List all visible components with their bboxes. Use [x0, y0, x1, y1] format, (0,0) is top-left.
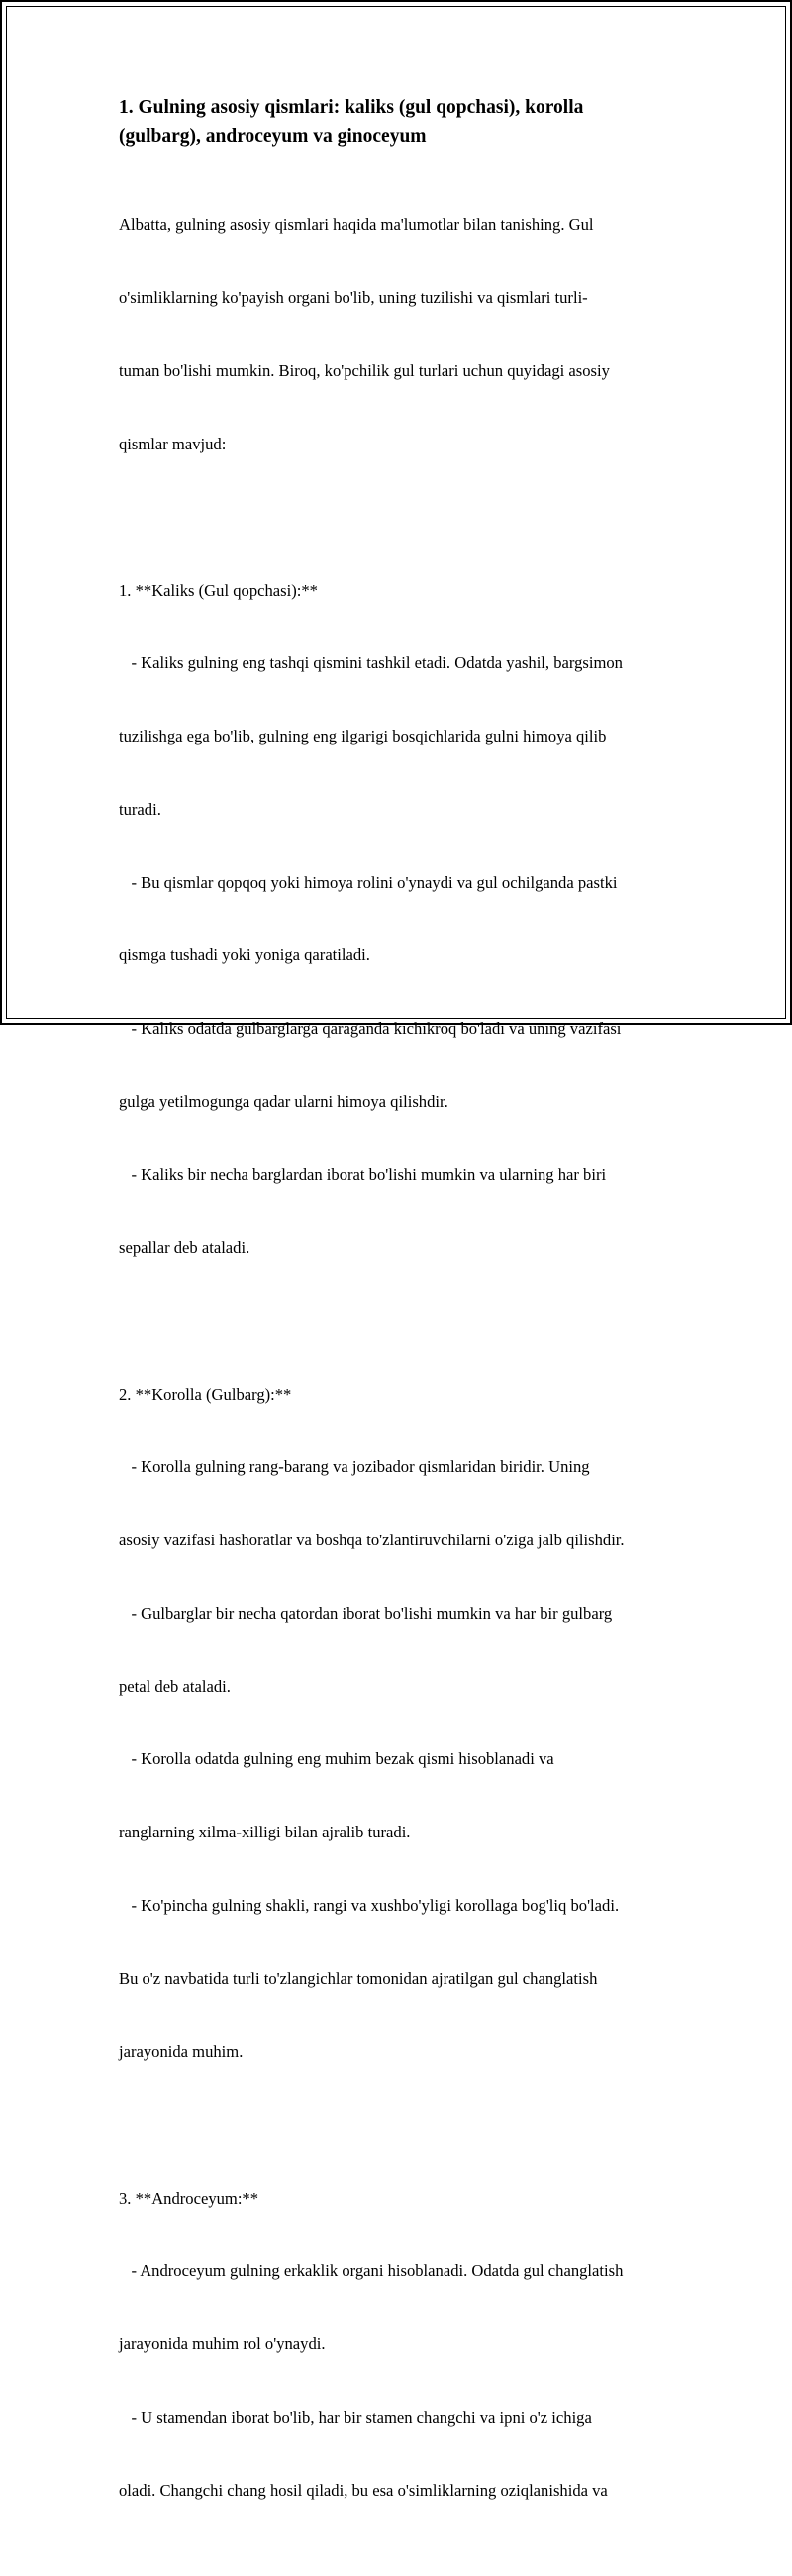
text-line: oladi. Changchi chang hosil qiladi, bu esa o'simliklarning oziqlanishida va [119, 2480, 608, 2500]
section-heading: 3. **Androceyum:** [119, 2188, 259, 2208]
text-line: - Kaliks bir necha barglardan iborat bo'lishi mumkin va ularning har biri [119, 1164, 607, 1184]
section-kaliks [119, 530, 683, 1309]
title-line: (gulbarg), androceyum va ginoceyum [119, 126, 427, 147]
text-line: - Kaliks gulning eng tashqi qismini tashkil etadi. Odatda yashil, bargsimon [119, 653, 623, 673]
text-line: asosiy vazifasi hashoratlar va boshqa to'zlantiruvchilarni o'ziga jalb qilishdir. [119, 1531, 625, 1550]
section-heading: 1. **Kaliks (Gul qopchasi):** [119, 580, 318, 600]
text-line: - Bu qismlar qopqoq yoki himoya rolini o'ynaydi va gul ochilganda pastki [119, 872, 618, 892]
title-line: 1. Gulning asosiy qismlari: kaliks (gul qopchasi), korolla [119, 97, 584, 118]
text-line: Albatta, gulning asosiy qismlari haqida ma'lumotlar bilan tanishing. Gul [119, 215, 594, 235]
text-line: - Ko'pincha gulning shakli, rangi va xushbo'yligi korollaga bog'liq bo'ladi. [119, 1895, 620, 1915]
text-line: - Kaliks odatda gulbarglarga qaraganda kichikroq bo'ladi va uning vazifasi [119, 1019, 622, 1039]
text-line: petal deb ataladi. [119, 1676, 231, 1696]
text-line: jarayonida muhim rol o'ynaydi. [119, 2334, 326, 2354]
text-line: qismga tushadi yoki yoniga qaratiladi. [119, 945, 370, 965]
text-line: - Korolla gulning rang-barang va jozibador qismlaridan biridir. Uning [119, 1457, 590, 1477]
section-androceyum [119, 2137, 683, 2551]
text-line: jarayonida muhim. [119, 2041, 244, 2061]
text-line: - Korolla odatda gulning eng muhim bezak qismi hisoblanadi va [119, 1749, 554, 1769]
text-line: - Gulbarglar bir necha qatordan iborat bo'lishi mumkin va har bir gulbarg [119, 1603, 613, 1623]
text-line: turadi. [119, 799, 161, 819]
document-title [119, 93, 683, 150]
section-heading: 2. **Korolla (Gulbarg):** [119, 1384, 292, 1404]
text-line: - U stamendan iborat bo'lib, har bir stamen changchi va ipni o'z ichiga [119, 2407, 592, 2427]
text-line: tuzilishga ega bo'lib, gulning eng ilgarigi bosqichlarida gulni himoya qilib [119, 727, 607, 746]
text-line: o'simliklarning ko'payish organi bo'lib, uning tuzilishi va qismlari turli- [119, 287, 588, 307]
text-line: Bu o'z navbatida turli to'zlangichlar tomonidan ajratilgan gul changlatish [119, 1968, 598, 1988]
text-line: tuman bo'lishi mumkin. Biroq, ko'pchilik gul turlari uchun quyidagi asosiy [119, 360, 610, 380]
text-line: - Androceyum gulning erkaklik organi hisoblanadi. Odatda gul changlatish [119, 2261, 624, 2281]
section-korolla [119, 1334, 683, 2113]
text-line: qismlar mavjud: [119, 434, 227, 453]
document-content [119, 93, 683, 2576]
text-line: ranglarning xilma-xilligi bilan ajralib turadi. [119, 1823, 411, 1842]
text-line: gulga yetilmogunga qadar ularni himoya qilishdir. [119, 1091, 448, 1111]
text-line: sepallar deb ataladi. [119, 1238, 250, 1257]
intro-paragraph [119, 164, 683, 505]
